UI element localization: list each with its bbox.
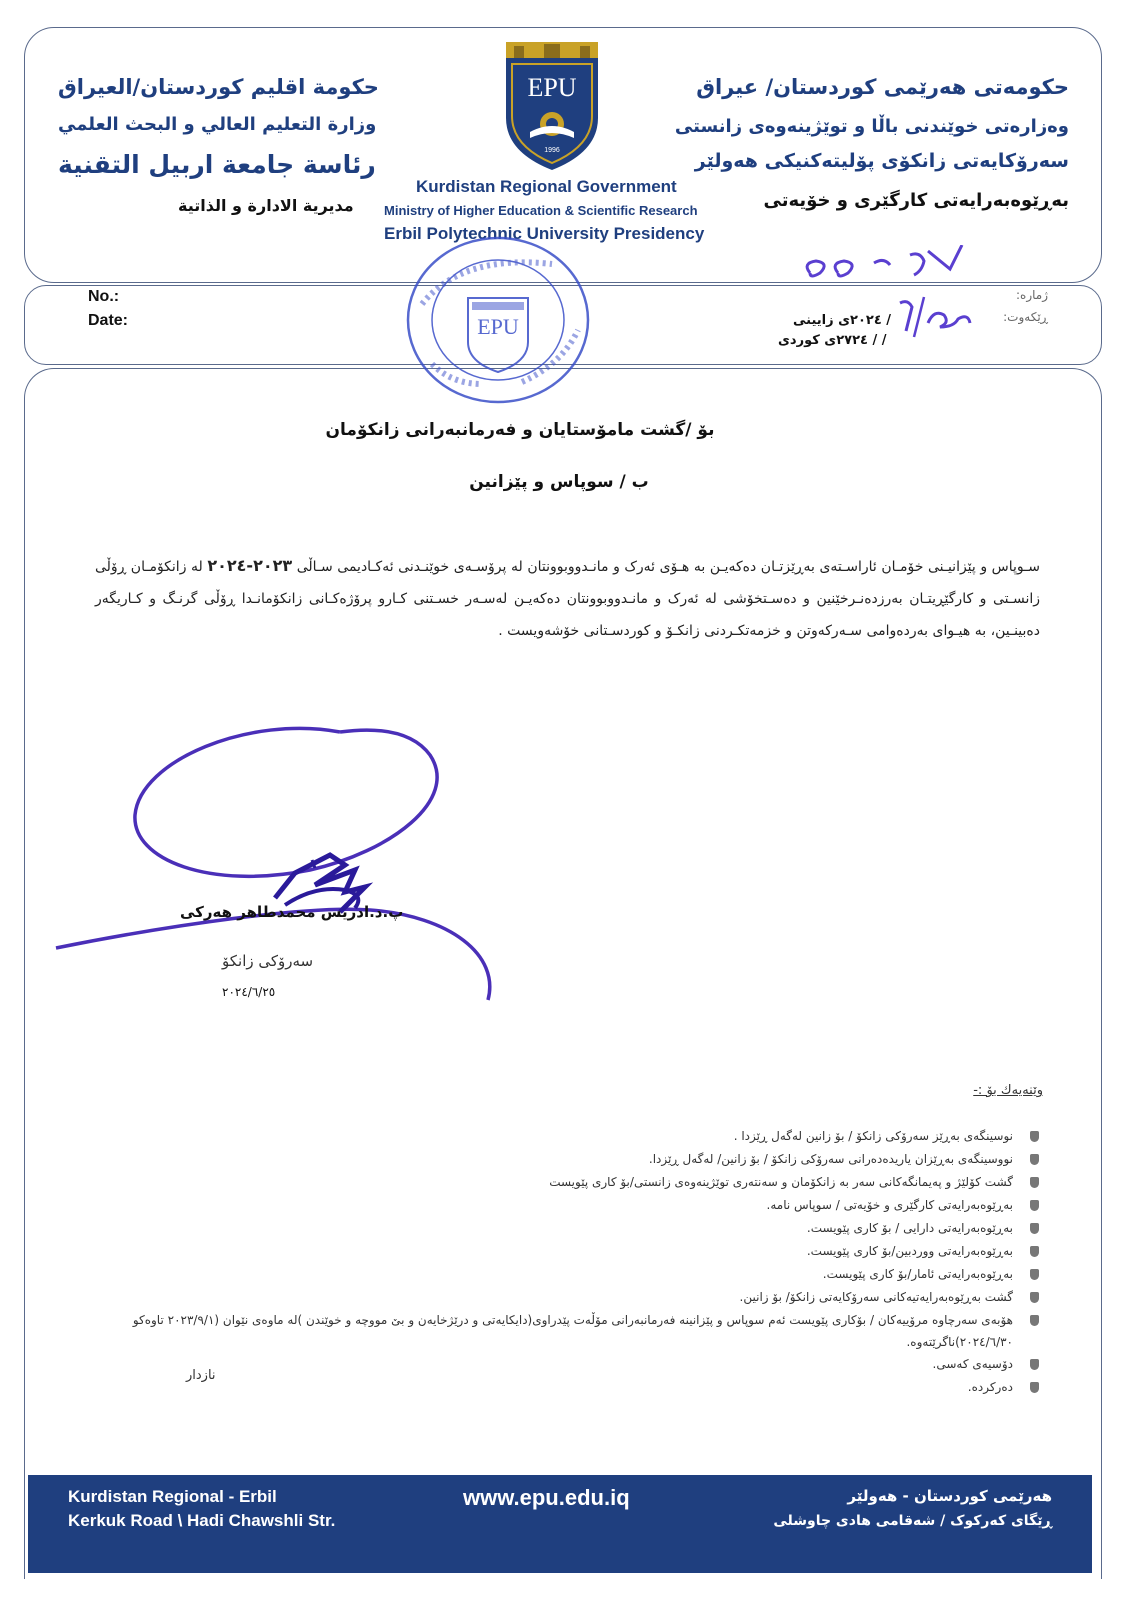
footer-address-ku-2: ڕێگای کەرکوک / شەقامی هادی چاوشلی — [773, 1513, 1052, 1529]
date-label: Date: — [88, 312, 129, 329]
shield-bullet-icon — [1030, 1177, 1039, 1188]
footer-bar — [28, 1475, 1092, 1573]
footer-address-ku-1: هەرێمی کوردستان - هەولێر — [847, 1487, 1052, 1505]
footer-address-en-1: Kurdistan Regional - Erbil — [68, 1487, 277, 1506]
letter-subject: ب / سوپاس و پێزانین — [469, 472, 649, 492]
cc-item: بەڕێوەبەرایەتی کارگێری و خۆیەتی / سوپاس نامە. — [113, 1194, 1013, 1217]
arabic-government: حكومة اقليم كوردستان/العيراق — [58, 75, 379, 99]
footer-website-link[interactable]: www.epu.edu.iq — [463, 1485, 630, 1510]
letter-recipient: بۆ /گشت مامۆستایان و فەرمانبەرانی زانکۆمان — [325, 420, 715, 440]
shield-bullet-icon — [1030, 1359, 1039, 1370]
handwritten-signature — [50, 720, 510, 1020]
arabic-ministry: وزارة التعليم العالي و البحث العلمي — [58, 114, 377, 135]
arabic-presidency: رئاسة جامعة اربيل التقنية — [58, 150, 376, 179]
cc-heading: وێنەیەك بۆ :- — [973, 1083, 1043, 1098]
date-label-kurdish: ڕێکەوت: — [1003, 310, 1048, 324]
typist-initials: نازدار — [186, 1368, 216, 1383]
academic-year: ۲۰۲۳-۲۰۲٤ — [207, 556, 293, 575]
shield-bullet-icon — [1030, 1269, 1039, 1280]
shield-bullet-icon — [1030, 1292, 1039, 1303]
number-label: No.: — [88, 288, 120, 305]
shield-bullet-icon — [1030, 1200, 1039, 1211]
kurdish-directorate: بەڕێوەبەرایەتی کارگێری و خۆیەتی — [763, 190, 1069, 211]
kurdish-ministry: وەزارەتی خوێندنی باڵا و توێژینەوەی زانستی — [674, 116, 1069, 137]
signer-name: پ.د.ادريس محمدطاهر هەرکی — [180, 903, 404, 921]
arabic-directorate: مديرية الادارة و الذاتية — [178, 196, 354, 215]
body-part-1: سـوپاس و پێزانیـنی خۆمـان ئاراسـتەی بەڕێزتـان دەکەیـن بە هـۆی ئەرک و مانـدووبوونتان لە پرۆسـەی خوێنـدنی ئەکـادیمی سـاڵی — [296, 559, 1040, 575]
cc-item: بەڕێوەبەرایەتی ووردبین/بۆ کاری پێویست. — [113, 1240, 1013, 1263]
english-presidency: Erbil Polytechnic University Presidency — [384, 224, 705, 243]
cc-item: نووسینگەی بەڕێزان یاریدەدەرانی سەرۆکی زانکۆ / بۆ زانین/ لەگەل ڕێزدا. — [113, 1148, 1013, 1171]
signature-date: ۲۰۲٤/٦/٢٥ — [222, 985, 276, 999]
english-government: Kurdistan Regional Government — [416, 177, 677, 196]
gregorian-date: / ۲۰۲٤ی زایینی — [793, 313, 892, 328]
english-ministry: Ministry of Higher Education & Scientific Research — [384, 203, 698, 218]
shield-bullet-icon — [1030, 1315, 1039, 1326]
kurdish-government: حکومەتی هەرێمی کوردستان/ عیراق — [696, 75, 1069, 99]
shield-bullet-icon — [1030, 1131, 1039, 1142]
cc-item: بەڕێوەبەرایەتی دارایی / بۆ کاری پێویست. — [113, 1217, 1013, 1240]
body-part-2: لە زانکۆمـان ڕۆڵی زانسـتی و کارگێڕیتـان بەرزدەنـرخێنین و دەسـتخۆشی لە ئەرک و مانـدووبوونتان دەکەیـن لەسـەر خسـتنی کـارو پرۆژەکـانی زانکۆمانـدا ڕۆڵی گرنـگ و کـاریگەر دەبینـین، بە هیـوای بەردەوامی سـەرکەوتن و خزمەتکـردنی زانکـۆ و کوردسـتانی خۆشەویست . — [95, 559, 1040, 639]
cc-item: دۆسیەی کەسی. — [113, 1353, 1013, 1376]
cc-item: گشت کۆلێژ و پەیمانگەکانی سەر بە زانکۆمان و سەنتەری توێژینەوەی زانستی/بۆ کاری پێویست — [113, 1171, 1013, 1194]
shield-bullet-icon — [1030, 1382, 1039, 1393]
number-label-kurdish: ژمارە: — [1015, 288, 1048, 302]
cc-item: بەڕێوەبەرایەتی ئامار/بۆ کاری پێویست. — [113, 1263, 1013, 1286]
cc-item: نوسینگەی بەڕێز سەرۆکی زانکۆ / بۆ زانین لەگەل ڕێزدا . — [113, 1125, 1013, 1148]
kurdish-presidency: سەرۆکایەتی زانکۆی پۆلیتەکنیکی هەولێر — [694, 150, 1069, 172]
svg-text:EPU: EPU — [477, 314, 519, 339]
shield-bullet-icon — [1030, 1223, 1039, 1234]
logo-year: 1996 — [544, 147, 560, 154]
official-stamp — [402, 234, 594, 406]
cc-item: گشت بەڕێوەبەرایەتیەکانی سەرۆکایەتی زانکۆ/ بۆ زانین. — [113, 1286, 1013, 1309]
letter-body — [95, 550, 1040, 647]
epu-logo — [500, 40, 604, 174]
handwritten-reference — [790, 245, 1030, 350]
logo-text: EPU — [527, 73, 577, 102]
kurdish-date: / / ۲۷۲٤ی کوردی — [778, 333, 887, 348]
cc-list — [113, 1125, 1013, 1399]
signer-title: سەرۆکی زانکۆ — [222, 952, 314, 970]
footer-address-en-2: Kerkuk Road \ Hadi Chawshli Str. — [68, 1511, 336, 1530]
shield-bullet-icon — [1030, 1246, 1039, 1257]
cc-item: دەرکردە. — [113, 1376, 1013, 1399]
shield-bullet-icon — [1030, 1154, 1039, 1165]
cc-item: هۆبەی سەرچاوە مرۆییەکان / بۆکاری پێویست ئەم سوپاس و پێزانینە فەرمانبەرانی مۆڵەت پێدراوی(دایکایەتی و درێژخایەن و بێ مووچە و خوێندن )لە ماوەی نێوان (۲۰۲۳/۹/۱ تاوەکو ۲۰۲٤/٦/۳۰)ناگرێتەوە. — [113, 1309, 1013, 1353]
